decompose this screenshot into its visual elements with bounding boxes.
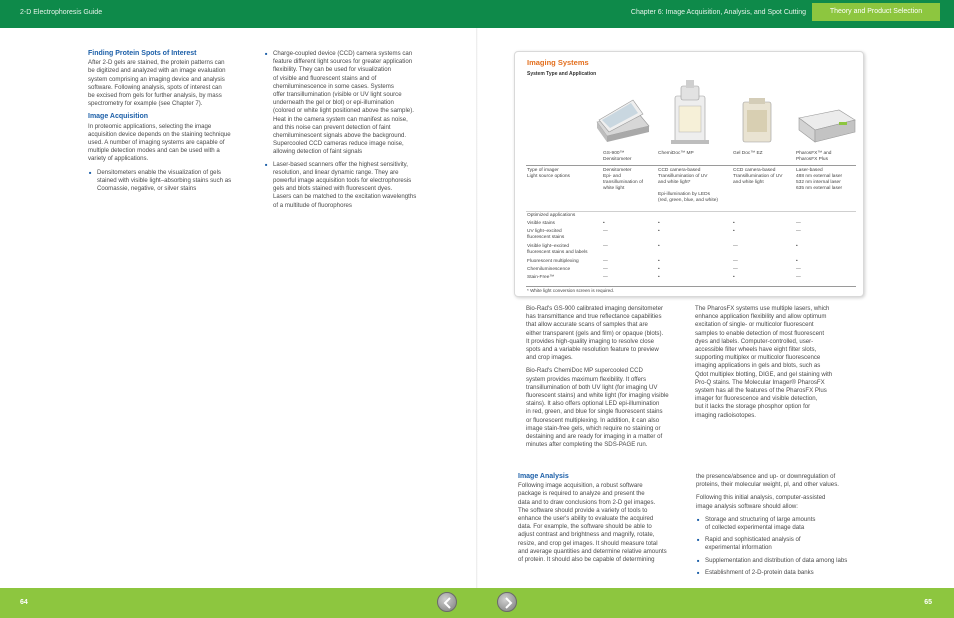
list-item: [696, 516, 872, 532]
table-subtitle: System Type and Application: [527, 71, 597, 77]
next-page-button[interactable]: [497, 592, 517, 612]
app-mark: —: [733, 267, 738, 272]
text-line: Pro-Q stains. The Molecular Imager® PharosFX: [695, 378, 825, 386]
text-line: ■ Densitometers enable the visualization of gels: [97, 168, 221, 176]
text-line: system comprising an imaging device and analysis: [88, 75, 225, 83]
app-label: [527, 275, 601, 281]
column-header-line: GS-900™: [603, 151, 625, 156]
text-line: chemiluminescence in some cases. Systems: [273, 82, 394, 90]
optimized-label: Optimized applications: [527, 213, 576, 218]
text-line: variety of applications.: [88, 155, 149, 163]
list-item: [88, 169, 258, 194]
text-line: data. For example, the software should be able to: [518, 523, 652, 531]
text-line: Following this initial analysis, computer-assisted: [696, 494, 826, 502]
text-line: fluorescent stains: [527, 235, 565, 240]
paragraph: [696, 473, 872, 489]
text-line: white light: [603, 186, 625, 191]
chevron-left-icon: [442, 597, 454, 609]
section-tab[interactable]: Theory and Product Selection: [812, 3, 940, 21]
table-title: Imaging Systems: [527, 58, 589, 67]
text-line: samples to enable detection of most fluorescent: [695, 329, 825, 337]
list-item: [264, 50, 446, 157]
app-mark: —: [733, 244, 738, 249]
list-item: [696, 569, 872, 577]
type-cell: Laser-based: [796, 168, 823, 173]
text-line: resize, and crop gel images. It should measure total: [518, 539, 658, 547]
type-cell: Densitometer: [603, 168, 632, 173]
list-item: [696, 536, 872, 552]
text-line: Heat in the camera system can manifest as noise,: [273, 115, 408, 123]
footer-bar: [0, 588, 954, 618]
text-line: resolution, and linear dynamic range. They are: [273, 168, 399, 176]
app-mark: •: [733, 275, 735, 280]
text-line: data and to draw conclusions from 2-D gel images.: [518, 498, 656, 506]
section-heading: Image Acquisition: [88, 113, 149, 121]
text-line: be excised from gels for further analysis, by mass: [88, 92, 222, 100]
gel-doc-ez-image: [737, 96, 777, 146]
row-label: [527, 168, 570, 180]
previous-page-button[interactable]: [437, 592, 457, 612]
text-line: excitation of single- or multicolor fluorescent: [695, 321, 814, 329]
column-header: [603, 151, 655, 163]
text-line: transillumination of both UV light (for imaging UV: [526, 383, 658, 391]
app-mark: —: [603, 275, 608, 280]
type-cell: CCD camera-based: [658, 168, 701, 173]
text-line: or fluorescent multiplexing. In addition, it can also: [526, 416, 660, 424]
app-label: [527, 221, 601, 227]
analysis-column-2: [696, 473, 872, 581]
text-line: ■ Supplementation and distribution of data among labs: [705, 556, 848, 564]
app-label: [527, 267, 601, 273]
right-column-1: [526, 305, 700, 454]
column-header-line: Gel Doc™ EZ: [733, 151, 763, 156]
text-line: proteins, their molecular weight, pI, and other values.: [696, 481, 839, 489]
text-line: software. Following analysis, spots of interest can: [88, 83, 222, 91]
paragraph: [696, 494, 872, 510]
app-mark: •: [658, 229, 660, 234]
paragraph: [695, 305, 869, 420]
table-footnote: * White light conversion screen is required.: [527, 288, 615, 293]
text-line: of collected experimental image data: [705, 524, 805, 532]
text-line: Chemiluminescence: [527, 267, 571, 272]
text-line: either transparent (gels and film) or opaque (blots).: [526, 329, 664, 337]
text-line: Qdot multiplex blotting, DIGE, and gel staining with: [695, 370, 833, 378]
text-line: and white light*: [658, 180, 691, 185]
page-number-right: 65: [924, 599, 932, 606]
text-line: Coomassie, negative, or silver stains: [97, 185, 197, 193]
text-line: The PharosFX systems use multiple lasers, which: [695, 305, 830, 312]
table-rule: [526, 286, 856, 287]
text-line: offer transillumination (visible or UV light source: [273, 91, 402, 99]
column-header-line: PharosFX™ and: [796, 151, 832, 156]
text-line: Following image acquisition, a robust software: [518, 482, 643, 490]
text-line: (red, green, blue, and white): [658, 198, 718, 203]
text-line: enhance application flexibility and allow optimum: [695, 313, 827, 321]
bullet-list: [88, 169, 258, 194]
app-mark: •: [658, 221, 660, 226]
imaging-systems-table: [514, 51, 864, 297]
text-line: Stain-Free™: [527, 275, 555, 280]
column-header-line: PharosFX Plus: [796, 157, 828, 162]
middle-column: [264, 50, 446, 214]
app-mark: —: [796, 221, 801, 226]
section-heading: Image Analysis: [518, 473, 569, 480]
type-cell: CCD camera-based: [733, 168, 776, 173]
paragraph: [88, 123, 258, 164]
analysis-column-1: [518, 473, 694, 569]
text-line: imaging radioisotopes.: [695, 411, 756, 419]
text-line: used. A number of imaging systems are capable of: [88, 139, 225, 147]
text-line: Transillumination of UV: [733, 174, 783, 179]
text-line: ■ Charge-coupled device (CCD) camera systems can: [273, 50, 413, 57]
text-line: underneath the gel or blot) or epi-illumination: [273, 99, 394, 107]
text-line: of a multitude of fluorophores: [273, 201, 352, 209]
text-line: has transmittance and true reflectance capabilities: [526, 313, 662, 321]
list-item: [696, 557, 872, 565]
text-line: imager for fluorescence and visible detection,: [695, 395, 818, 403]
text-line: of visible and fluorescent stains and of: [273, 74, 377, 82]
table-rule: [526, 211, 856, 212]
app-mark: •: [733, 229, 735, 234]
text-line: UV light–excited: [527, 229, 562, 234]
bullet-list: [264, 50, 446, 210]
text-line: Epi- and: [603, 174, 621, 179]
app-label: [527, 229, 601, 241]
text-line: In proteomic applications, selecting the image: [88, 122, 212, 130]
text-line: Fluorescent multiplexing: [527, 259, 579, 264]
text-line: the presence/absence and up- or downregulation of: [696, 473, 836, 480]
text-line: multiple detection modes and can be used with a: [88, 147, 220, 155]
text-line: feature different light sources for greater application: [273, 58, 413, 66]
text-line: The software should provide a variety of tools to: [518, 506, 648, 514]
app-mark: •: [796, 244, 798, 249]
text-line: transillumination of: [603, 180, 643, 185]
text-line: gels and blots stained with fluorescent dyes.: [273, 185, 393, 193]
text-line: experimental information: [705, 544, 772, 552]
text-line: enhance the user's ability to evaluate the acquired: [518, 515, 654, 523]
text-line: Visible light–excited: [527, 244, 570, 249]
text-line: accessible filter wheels have eight filter slots,: [695, 346, 817, 354]
guide-title: 2-D Electrophoresis Guide: [20, 9, 103, 16]
column-header-line: Densitometer: [603, 157, 632, 162]
text-line: image analysis software should allow:: [696, 502, 798, 510]
gs900-densitometer-image: [593, 92, 651, 142]
text-line: but it lacks the storage phosphor option for: [695, 403, 811, 411]
pharosfx-image: [795, 104, 859, 144]
text-line: ■ Storage and structuring of large amounts: [705, 515, 816, 523]
header-bar: [0, 0, 954, 28]
text-line: spots and a variable resolution feature to preview: [526, 346, 659, 354]
text-line: Epi-illumination by LEDs: [658, 192, 710, 197]
app-mark: •: [658, 275, 660, 280]
text-line: and white light: [733, 180, 764, 185]
paragraph: [526, 367, 700, 449]
row-label-text: Type of imager: [527, 168, 559, 173]
app-mark: —: [603, 259, 608, 264]
bullet-list: [696, 516, 872, 577]
page-number-left: 64: [20, 599, 28, 606]
text-line: Bio-Rad's ChemiDoc MP supercooled CCD: [526, 367, 643, 375]
app-mark: •: [603, 221, 605, 226]
text-line: image stain-free gels, which require no staining or: [526, 424, 661, 432]
app-mark: —: [733, 259, 738, 264]
text-line: adjust contrast and brightness and magnify, rotate,: [518, 531, 655, 539]
text-line: Visible stains: [527, 221, 555, 226]
row-label-text: Light source options: [527, 174, 570, 179]
list-item: [264, 161, 446, 210]
text-line: minutes after completing the SDS-PAGE run.: [526, 441, 648, 449]
left-column: [88, 50, 258, 197]
text-line: After 2-D gels are stained, the protein patterns can: [88, 59, 225, 67]
text-line: 488 nm external laser: [796, 174, 843, 179]
text-line: Lasers can be matched to the excitation wavelengths: [273, 193, 417, 201]
text-line: and average quantities and determine relative amounts: [518, 547, 667, 555]
text-line: flexibility. They can be used for visualization: [273, 66, 391, 74]
text-line: in red, green, and blue for single fluorescent stains: [526, 408, 663, 416]
light-source-cell: [733, 174, 791, 186]
text-line: fluorescent stains) and white light (for imaging visible: [526, 392, 669, 400]
app-mark: —: [796, 229, 801, 234]
text-line: 635 nm external laser: [796, 186, 843, 191]
text-line: Supercooled CCD cameras reduce image noise,: [273, 140, 404, 148]
paragraph: [526, 305, 700, 362]
chevron-right-icon: [502, 597, 514, 609]
text-line: system has all the features of the PharosFX Plus: [695, 387, 827, 395]
text-line: acquisition device depends on the staining technique: [88, 130, 231, 138]
app-mark: —: [796, 267, 801, 272]
app-mark: —: [796, 275, 801, 280]
chemidoc-mp-image: [665, 78, 715, 146]
light-source-cell: [796, 174, 860, 192]
chapter-title: Chapter 6: Image Acquisition, Analysis, and Spot Cutting: [630, 9, 806, 16]
text-line: spectrometry for example (see Chapter 7).: [88, 100, 203, 108]
app-mark: —: [603, 244, 608, 249]
app-mark: •: [796, 259, 798, 264]
text-line: It provides high-quality imaging to resolve close: [526, 337, 655, 345]
text-line: Transillumination of UV: [658, 174, 708, 179]
text-line: system provides maximum flexibility. It offers: [526, 375, 646, 383]
page-spine: [476, 28, 478, 588]
text-line: powerful image acquisition tools for electrophoresis: [273, 177, 412, 185]
text-line: ■ Laser-based scanners offer the highest sensitivity,: [273, 160, 408, 168]
column-header-line: ChemiDoc™ MP: [658, 151, 694, 156]
text-line: stains). It also offers optional LED epi-illumination: [526, 400, 660, 408]
text-line: ■ Rapid and sophisticated analysis of: [705, 536, 801, 544]
app-mark: •: [658, 259, 660, 264]
column-header: [733, 151, 791, 157]
text-line: and crop images.: [526, 354, 573, 362]
text-line: supporting multiplex or multicolor fluorescence: [695, 354, 821, 362]
text-line: dyes and labels. Computer-controlled, user-: [695, 337, 814, 345]
light-source-cell: [658, 174, 728, 204]
text-line: Bio-Rad's GS-900 calibrated imaging densitometer: [526, 305, 663, 312]
text-line: fluorescent stains and labels: [527, 250, 588, 255]
text-line: chemiluminescent signals above the background.: [273, 132, 407, 140]
section-heading: Finding Protein Spots of Interest: [88, 50, 197, 57]
light-source-cell: [603, 174, 655, 192]
text-line: that allow accurate scans of samples that are: [526, 321, 648, 329]
paragraph: [88, 59, 258, 108]
text-line: of protein. It should also be capable of determining: [518, 556, 655, 564]
text-line: package is required to analyze and present the: [518, 490, 645, 498]
text-line: and this noise can prevent detection of faint: [273, 123, 391, 131]
app-label: [527, 259, 601, 265]
app-mark: •: [658, 244, 660, 249]
app-label: [527, 244, 601, 256]
text-line: imaging applications in gels and blots, such as: [695, 362, 821, 370]
text-line: destaining and are ready for imaging in a matter of: [526, 433, 663, 441]
app-mark: •: [733, 221, 735, 226]
paragraph: [518, 482, 694, 564]
text-line: stained with visible light–absorbing stains such as: [97, 176, 232, 184]
app-mark: —: [603, 267, 608, 272]
right-column-2: [695, 305, 869, 425]
text-line: be digitized and analyzed with an image evaluation: [88, 67, 226, 75]
table-rule: [526, 165, 856, 166]
column-header: [796, 151, 860, 163]
column-header: [658, 151, 728, 157]
text-line: (colored or white light positioned above the sample).: [273, 107, 414, 115]
app-mark: •: [658, 267, 660, 272]
app-mark: —: [603, 229, 608, 234]
text-line: allowing detection of faint signals: [273, 148, 363, 156]
text-line: 532 nm internal laser: [796, 180, 841, 185]
text-line: ■ Establishment of 2-D-protein data banks: [705, 568, 814, 576]
